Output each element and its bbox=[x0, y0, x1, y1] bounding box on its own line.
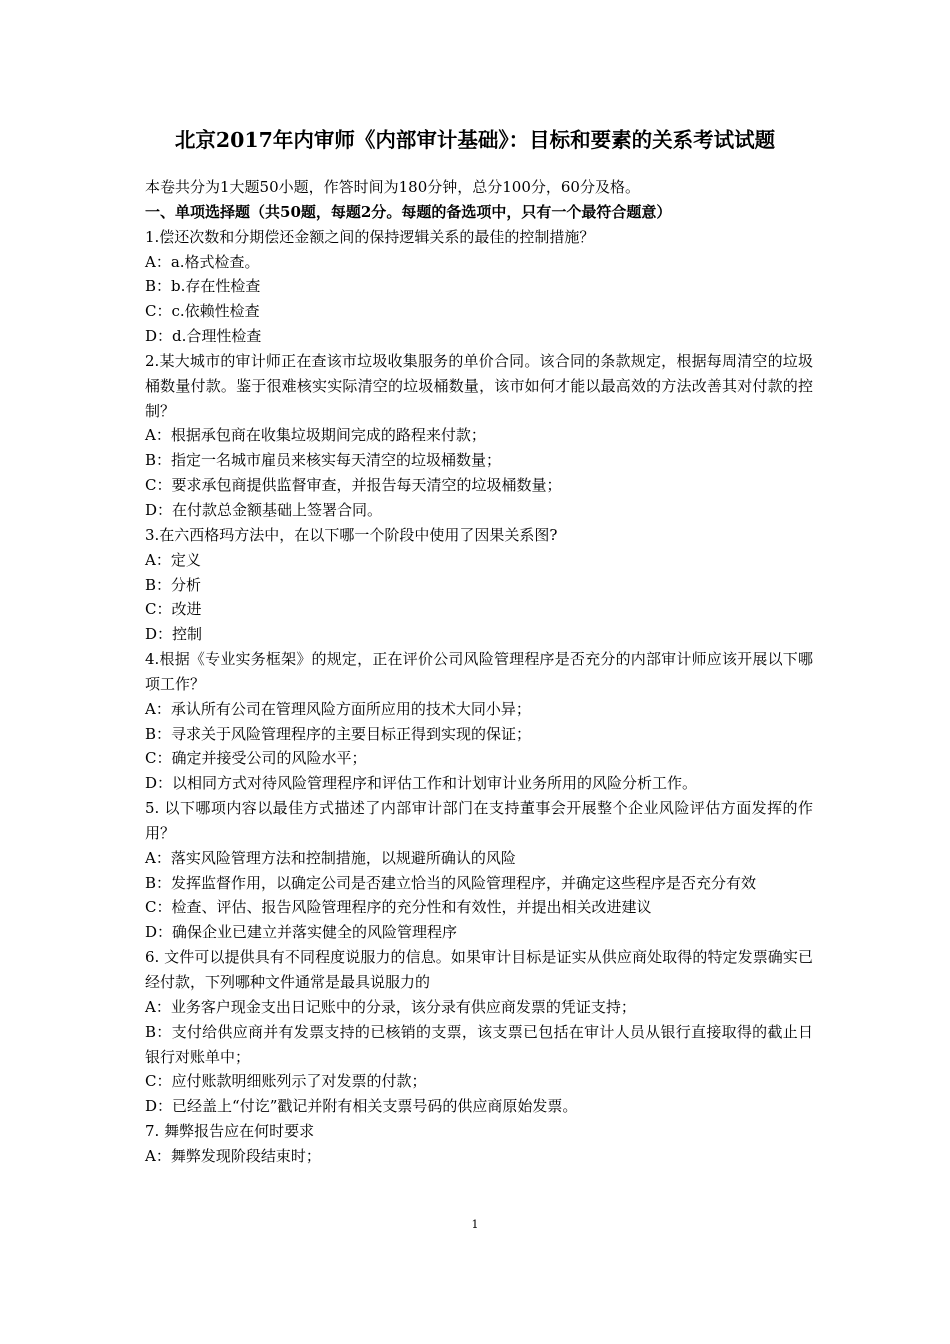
page-number: 1 bbox=[471, 1218, 479, 1231]
answer-option: D：d.合理性检查 bbox=[145, 327, 262, 346]
answer-option: C：应付账款明细账列示了对发票的付款； bbox=[145, 1072, 427, 1091]
question-text: 2.某大城市的审计师正在查该市垃圾收集服务的单价合同。该合同的条款规定，根据每周清空的垃圾桶数量付款。鉴于很难核实实际清空的垃圾桶数量，该市如何才能以最高效的方法改善其对付款的控制？ bbox=[145, 351, 813, 420]
answer-option: A：舞弊发现阶段结束时； bbox=[145, 1146, 321, 1165]
answer-option: D：控制 bbox=[145, 625, 203, 644]
question-text: 3.在六西格玛方法中，在以下哪一个阶段中使用了因果关系图? bbox=[145, 525, 558, 544]
answer-option: C：c.依赖性检查 bbox=[145, 302, 260, 321]
answer-option: C：确定并接受公司的风险水平； bbox=[145, 749, 367, 768]
answer-option: B：指定一名城市雇员来核实每天清空的垃圾桶数量； bbox=[145, 451, 502, 470]
answer-option: B：b.存在性检查 bbox=[145, 277, 261, 296]
answer-option: C：要求承包商提供监督审查，并报告每天清空的垃圾桶数量； bbox=[145, 476, 562, 495]
answer-option: C：改进 bbox=[145, 600, 202, 619]
document-body bbox=[145, 175, 813, 1169]
answer-option: D：已经盖上“付讫”戳记并附有相关支票号码的供应商原始发票。 bbox=[145, 1097, 578, 1116]
answer-option: A：承认所有公司在管理风险方面所应用的技术大同小异； bbox=[145, 699, 531, 718]
question-text: 6. 文件可以提供具有不同程度说服力的信息。如果审计目标是证实从供应商处取得的特定发票确实已经付款，下列哪种文件通常是最具说服力的 bbox=[145, 948, 813, 991]
answer-option: A：根据承包商在收集垃圾期间完成的路程来付款； bbox=[145, 426, 486, 445]
answer-option: A：业务客户现金支出日记账中的分录，该分录有供应商发票的凭证支持； bbox=[145, 997, 636, 1016]
question-text: 5. 以下哪项内容以最佳方式描述了内部审计部门在支持董事会开展整个企业风险评估方面发挥的作用？ bbox=[145, 799, 813, 842]
answer-option: C：检查、评估、报告风险管理程序的充分性和有效性，并提出相关改进建议 bbox=[145, 898, 652, 917]
answer-option: B：发挥监督作用，以确定公司是否建立恰当的风险管理程序，并确定这些程序是否充分有效 bbox=[145, 873, 757, 892]
answer-option: B：寻求关于风险管理程序的主要目标正得到实现的保证； bbox=[145, 724, 532, 743]
answer-option: A：a.格式检查。 bbox=[145, 252, 260, 271]
answer-option: D：在付款总金额基础上签署合同。 bbox=[145, 500, 383, 519]
answer-option: A：定义 bbox=[145, 550, 201, 569]
answer-option: D：确保企业已建立并落实健全的风险管理程序 bbox=[145, 923, 458, 942]
answer-option: B：分析 bbox=[145, 575, 202, 594]
question-text: 1.偿还次数和分期偿还金额之间的保持逻辑关系的最佳的控制措施？ bbox=[145, 227, 595, 246]
section-heading: 一、单项选择题（共50题，每题2分。每题的备选项中，只有一个最符合题意） bbox=[145, 202, 672, 221]
page-title: 北京2017年内审师《内部审计基础》：目标和要素的关系考试试题 bbox=[174, 128, 776, 152]
question-text: 4.根据《专业实务框架》的规定，正在评价公司风险管理程序是否充分的内部审计师应该开展以下哪项工作？ bbox=[145, 650, 813, 693]
answer-option: D：以相同方式对待风险管理程序和评估工作和计划审计业务所用的风险分析工作。 bbox=[145, 774, 698, 793]
exam-intro: 本卷共分为1大题50小题，作答时间为180分钟，总分100分，60分及格。 bbox=[145, 178, 640, 196]
question-text: 7. 舞弊报告应在何时要求 bbox=[145, 1122, 315, 1141]
answer-option: B：支付给供应商并有发票支持的已核销的支票，该支票已包括在审计人员从银行直接取得的截止日银行对账单中； bbox=[145, 1022, 813, 1066]
answer-option: A：落实风险管理方法和控制措施，以规避所确认的风险 bbox=[145, 848, 516, 867]
